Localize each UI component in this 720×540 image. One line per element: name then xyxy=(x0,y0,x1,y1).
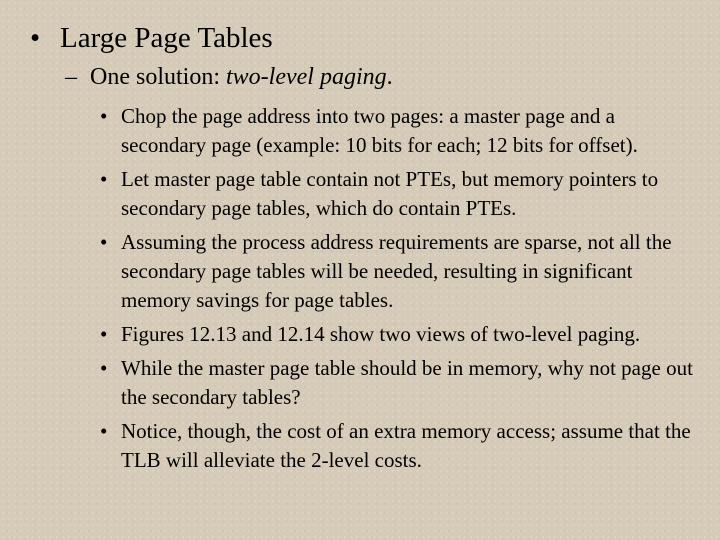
bullet-icon: • xyxy=(100,322,108,346)
list-item xyxy=(100,165,705,223)
list-item xyxy=(100,102,705,160)
subpoint-lead: One solution: xyxy=(90,64,226,90)
bullet-icon: • xyxy=(100,167,108,191)
subpoint-text xyxy=(90,62,393,92)
bullet-text: Assuming the process address requirements are sparse, not all the secondary page tables will be needed, resulting in significant memory savings for page tables. xyxy=(121,230,672,312)
list-item xyxy=(100,417,705,475)
list-item xyxy=(100,228,705,315)
list-item xyxy=(100,354,705,412)
bullet-icon: • xyxy=(30,22,41,54)
bullet-icon: • xyxy=(100,419,108,443)
bullet-text: Figures 12.13 and 12.14 show two views of two-level paging. xyxy=(121,322,641,346)
bullet-icon: • xyxy=(100,104,108,128)
bullet-text: Let master page table contain not PTEs, but memory pointers to secondary page tables, which do contain PTEs. xyxy=(121,167,659,220)
bullet-text: Chop the page address into two pages: a master page and a secondary page (example: 10 bits for each; 12 bits for offset). xyxy=(121,104,638,157)
dash-icon: – xyxy=(65,64,77,90)
bullet-icon: • xyxy=(100,230,108,254)
title-line xyxy=(30,20,273,56)
list-item xyxy=(100,320,705,349)
bullet-icon: • xyxy=(100,356,108,380)
bullet-text: Notice, though, the cost of an extra memory access; assume that the TLB will alleviate the 2-level costs. xyxy=(121,419,691,472)
bullet-list xyxy=(100,102,705,480)
subpoint-emphasis: two-level paging xyxy=(226,64,387,90)
subpoint-tail: . xyxy=(386,64,393,90)
bullet-text: While the master page table should be in memory, why not page out the secondary tables? xyxy=(121,356,693,409)
subpoint-line xyxy=(65,62,393,92)
slide-title: Large Page Tables xyxy=(60,22,273,54)
